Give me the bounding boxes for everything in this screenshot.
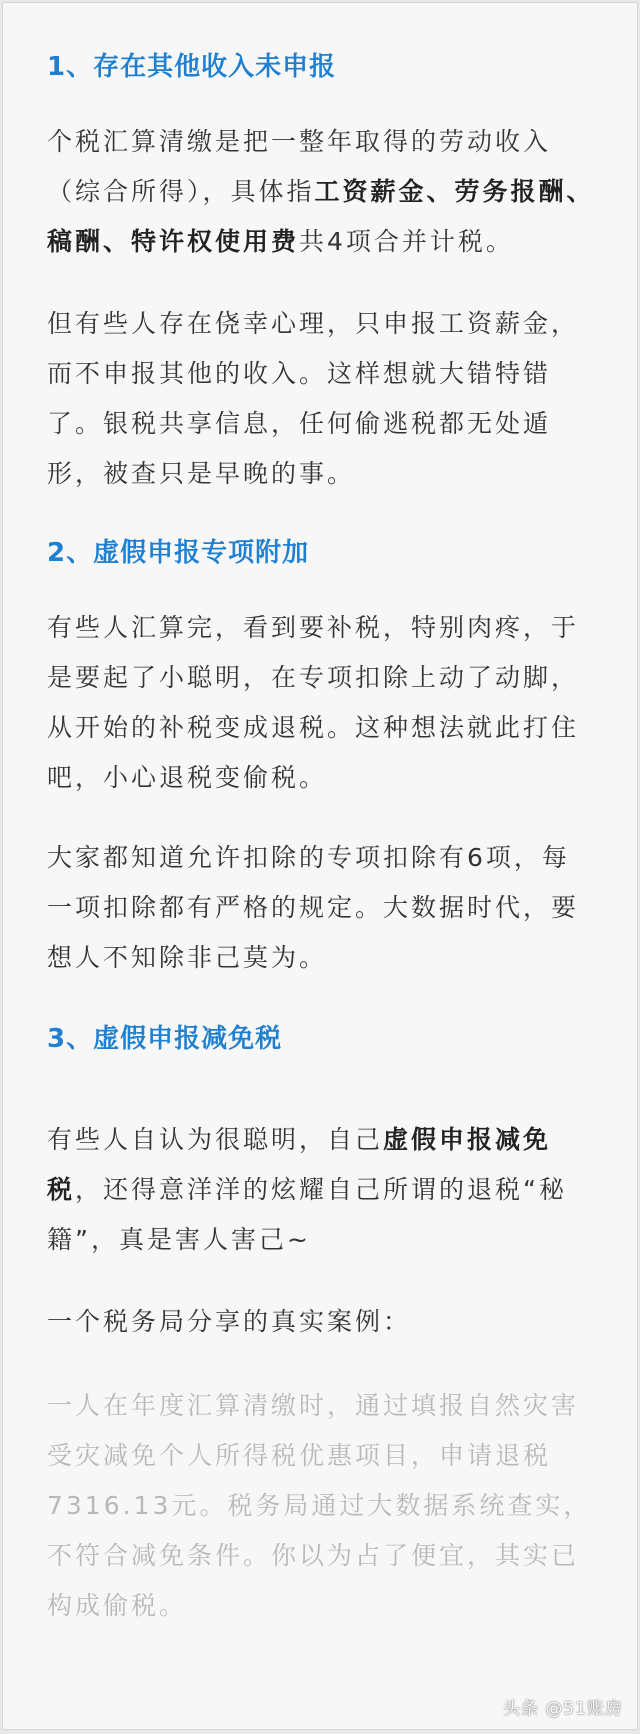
article-page — [2, 2, 638, 1730]
paragraph-text: 有些人自认为很聪明，自己 — [47, 1125, 384, 1154]
paragraph-text: 个税汇算清缴是把一整年取得的劳动收入（综合所得），具体指 — [47, 127, 552, 206]
section-1-paragraph-2: 但有些人存在侥幸心理，只申报工资薪金，而不申报其他的收入。这样想就大错特错了。银税共享信息，任何偷逃税都无处遁形，被查只是早晚的事。 — [47, 309, 580, 488]
case-quote-paragraph: 一人在年度汇算清缴时，通过填报自然灾害受灾减免个人所得税优惠项目，申请退税7316.13元。税务局通过大数据系统查实，不符合减免条件。你以为占了便宜，其实已构成偷税。 — [47, 1391, 592, 1620]
section-3-paragraph-2: 一个税务局分享的真实案例： — [47, 1307, 412, 1336]
bold-false-declaration: 虚假申报减免税 — [47, 1125, 552, 1204]
section-3-paragraph-1 — [47, 1115, 597, 1265]
bold-income-types: 工资薪金、劳务报酬、稿酬、特许权使用费 — [47, 177, 595, 256]
section-2-paragraph-1: 有些人汇算完，看到要补税，特别肉疼，于是要起了小聪明，在专项扣除上动了动脚，从开始的补税变成退税。这种想法就此打住吧，小心退税变偷税。 — [47, 613, 580, 792]
section-1-paragraph-1 — [47, 117, 597, 267]
section-1-heading: 1、存在其他收入未申报 — [47, 52, 337, 82]
source-watermark: 头条 @51账房 — [502, 1699, 623, 1719]
section-2-paragraph-2: 大家都知道允许扣除的专项扣除有6项，每一项扣除都有严格的规定。大数据时代，要想人不知除非己莫为。 — [47, 843, 580, 972]
section-3-heading: 3、虚假申报减免税 — [47, 1024, 283, 1054]
article-body — [47, 47, 597, 1631]
section-2-heading: 2、虚假申报专项附加 — [47, 538, 310, 568]
paragraph-text: ，还得意洋洋的炫耀自己所谓的退税“秘籍”，真是害人害己~ — [47, 1175, 567, 1254]
paragraph-text: 共4项合并计税。 — [299, 227, 514, 256]
